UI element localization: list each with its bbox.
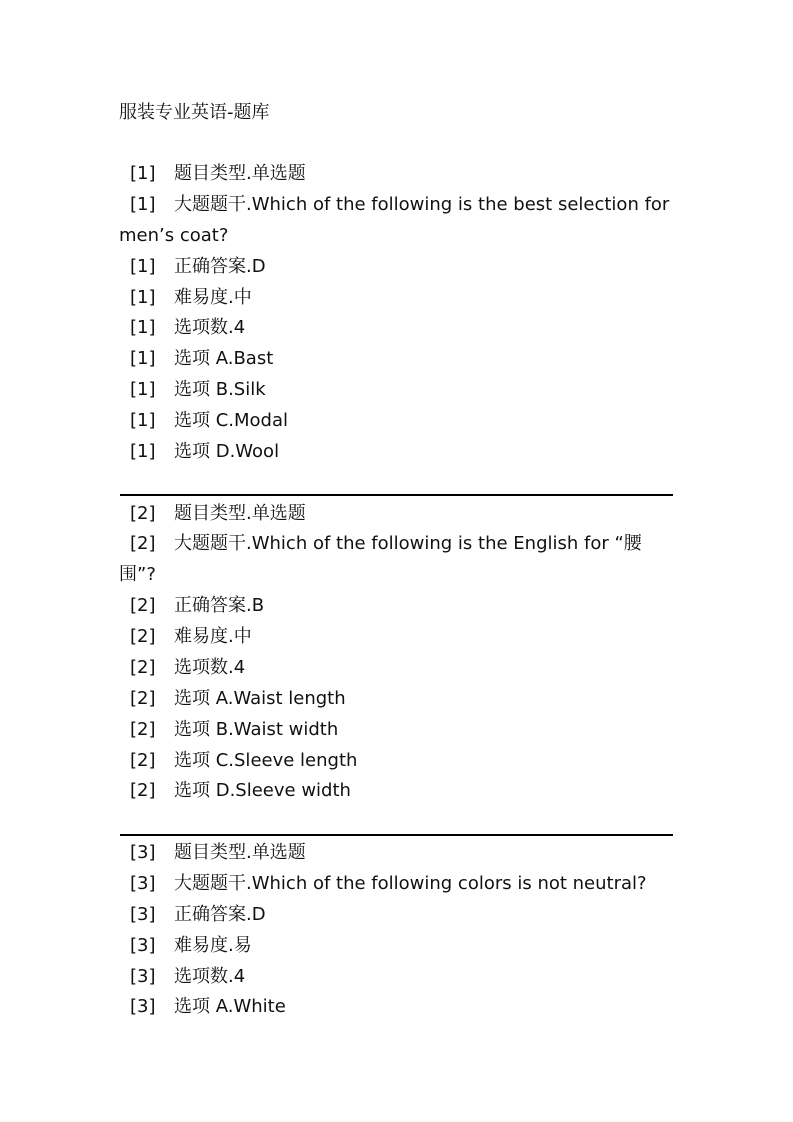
option-d: 选项 D.Sleeve width (174, 780, 351, 801)
question-number: [1] (130, 441, 156, 462)
correct-answer: 正确答案.D (174, 904, 266, 925)
option-count: 选项数.4 (174, 657, 246, 678)
option-count-line (130, 965, 245, 989)
question-number: [1] (130, 348, 156, 369)
question-number: [3] (130, 873, 156, 894)
question-type: 题目类型.单选题 (174, 163, 306, 184)
question-stem: 大题题干.Which of the following is the English for “腰 (174, 533, 642, 554)
question-type-line (130, 162, 306, 186)
option-line (130, 995, 286, 1019)
question-number: [1] (130, 410, 156, 431)
question-number: [3] (130, 935, 156, 956)
difficulty-line (130, 286, 252, 310)
option-line (130, 749, 357, 773)
question-number: [2] (130, 688, 156, 709)
section-divider (120, 834, 673, 836)
option-d: 选项 D.Wool (174, 441, 280, 462)
question-number: [2] (130, 595, 156, 616)
question-stem-continuation: 围”? (119, 564, 156, 585)
option-count: 选项数.4 (174, 317, 246, 338)
question-type: 题目类型.单选题 (174, 842, 306, 863)
question-number: [1] (130, 379, 156, 400)
difficulty: 难易度.中 (174, 626, 252, 647)
option-a: 选项 A.Waist length (174, 688, 346, 709)
option-line (130, 440, 279, 464)
question-type-line (130, 502, 306, 526)
question-stem: 大题题干.Which of the following colors is not neutral? (174, 873, 647, 894)
question-number: [1] (130, 194, 156, 215)
question-type: 题目类型.单选题 (174, 503, 306, 524)
question-number: [3] (130, 996, 156, 1017)
option-a: 选项 A.White (174, 996, 286, 1017)
option-b: 选项 B.Waist width (174, 719, 339, 740)
question-number: [1] (130, 317, 156, 338)
question-stem-continuation: men’s coat? (119, 225, 229, 246)
answer-line (130, 594, 264, 618)
option-line (130, 409, 288, 433)
option-count: 选项数.4 (174, 966, 246, 987)
question-number: [2] (130, 750, 156, 771)
difficulty-line (130, 934, 252, 958)
difficulty-line (130, 625, 252, 649)
question-number: [3] (130, 842, 156, 863)
option-c: 选项 C.Modal (174, 410, 289, 431)
question-stem-line (130, 193, 669, 217)
question-number: [2] (130, 503, 156, 524)
question-number: [2] (130, 626, 156, 647)
option-count-line (130, 316, 245, 340)
question-number: [1] (130, 287, 156, 308)
answer-line (130, 255, 266, 279)
option-b: 选项 B.Silk (174, 379, 266, 400)
answer-line (130, 903, 266, 927)
option-c: 选项 C.Sleeve length (174, 750, 358, 771)
question-type-line (130, 841, 306, 865)
question-number: [2] (130, 533, 156, 554)
question-number: [3] (130, 966, 156, 987)
question-number: [2] (130, 719, 156, 740)
option-count-line (130, 656, 245, 680)
correct-answer: 正确答案.D (174, 256, 266, 277)
option-line (130, 378, 266, 402)
correct-answer: 正确答案.B (174, 595, 265, 616)
question-stem: 大题题干.Which of the following is the best selection for (174, 194, 670, 215)
question-number: [1] (130, 256, 156, 277)
option-a: 选项 A.Bast (174, 348, 274, 369)
document-title: 服装专业英语-题库 (119, 102, 270, 123)
option-line (130, 687, 346, 711)
option-line (130, 779, 351, 803)
option-line (130, 347, 273, 371)
question-stem-line (130, 872, 647, 896)
difficulty: 难易度.中 (174, 287, 252, 308)
question-stem-line (130, 532, 642, 556)
question-number: [1] (130, 163, 156, 184)
difficulty: 难易度.易 (174, 935, 252, 956)
section-divider (120, 494, 673, 496)
question-number: [3] (130, 904, 156, 925)
option-line (130, 718, 338, 742)
question-number: [2] (130, 780, 156, 801)
question-number: [2] (130, 657, 156, 678)
